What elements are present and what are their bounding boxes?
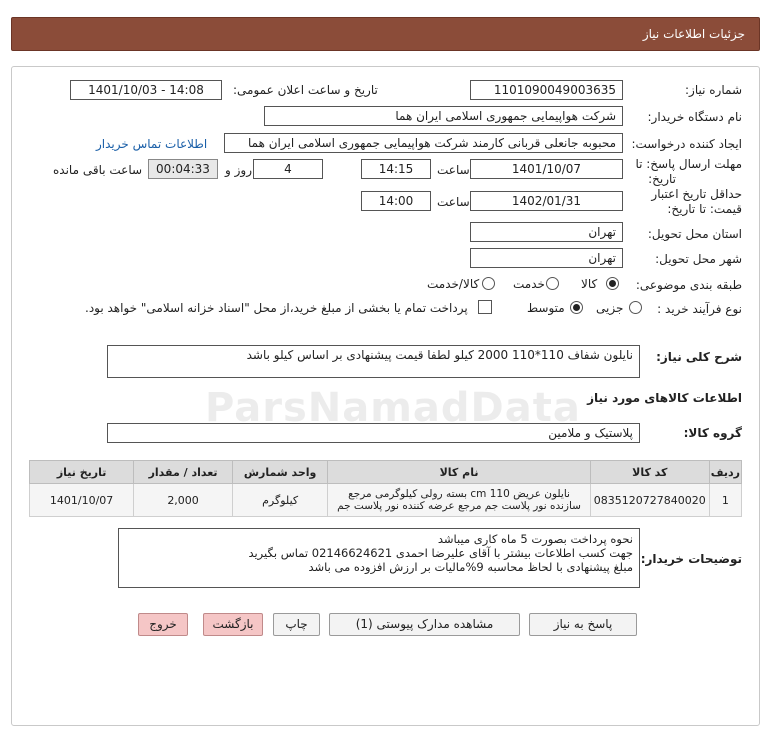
category-option-service: خدمت [513,277,545,291]
process-option-medium: متوسط [527,301,565,315]
goods-group-label: گروه کالا: [683,426,742,440]
goods-group-field: پلاستیک و ملامین [107,423,640,443]
cell-quantity: 2,000 [134,484,233,517]
buyer-org-label: نام دستگاه خریدار: [647,110,742,124]
print-button[interactable]: چاپ [273,613,320,636]
cell-code: 0835120727840020 [590,484,709,517]
process-radio-minor[interactable] [629,301,642,314]
city-field: تهران [470,248,623,268]
col-row: ردیف [709,461,741,484]
city-label: شهر محل تحویل: [655,252,742,266]
requester-field: محبوبه جانعلی قربانی کارمند شرکت هواپیمایی جمهوری اسلامی ایران هما [224,133,623,153]
col-name: نام کالا [328,461,590,484]
announce-field: 1401/10/03 - 14:08 [70,80,222,100]
summary-field [107,345,640,378]
remaining-time-field: 00:04:33 [148,159,218,179]
validity-time-field: 14:00 [361,191,431,211]
table-row [30,484,742,517]
category-radio-service[interactable] [546,277,559,290]
validity-date-field: 1402/01/31 [470,191,623,211]
notes-box [118,528,640,588]
requester-label: ایجاد کننده درخواست: [631,137,742,151]
category-radio-goods-service[interactable] [482,277,495,290]
back-button[interactable]: بازگشت [203,613,263,636]
treasury-checkbox[interactable] [478,300,492,314]
deadline-date-field: 1401/10/07 [470,159,623,179]
treasury-note: پرداخت تمام یا بخشی از مبلغ خرید،از محل "اسناد خزانه اسلامی" خواهد بود. [85,301,468,315]
notes-line-2: جهت کسب اطلاعات بیشتر با آقای علیرضا احمدی 02146624621 تماس بگیرید [248,546,633,560]
cell-row: 1 [709,484,741,517]
page-header [11,17,760,51]
province-field: تهران [470,222,623,242]
exit-button[interactable]: خروج [138,613,188,636]
page-title: جزئیات اطلاعات نیاز [642,27,745,41]
province-label: استان محل تحویل: [647,227,742,241]
category-option-goods: کالا [581,277,598,291]
category-radio-goods[interactable] [606,277,619,290]
summary-label: شرح کلی نیاز: [656,350,742,364]
validity-label: حداقل تاریخ اعتبار [651,187,742,201]
buyer-org-field: شرکت هواپیمایی جمهوری اسلامی ایران هما [264,106,623,126]
validity-label-date: قیمت: تا تاریخ: [667,202,742,216]
col-need-date: تاریخ نیاز [30,461,134,484]
col-quantity: تعداد / مقدار [134,461,233,484]
notes-label: توضیحات خریدار: [640,552,742,566]
category-label: طبقه بندی موضوعی: [635,278,742,292]
need-number-field: 1101090049003635 [470,80,623,100]
category-option-goods-service: کالا/خدمت [427,277,480,291]
table-header-row [30,461,742,484]
col-code: کد کالا [590,461,709,484]
notes-line-1: نحوه پرداخت بصورت 5 ماه کاری میباشد [437,532,633,546]
need-number-label: شماره نیاز: [685,83,742,97]
reply-button[interactable]: پاسخ به نیاز [529,613,637,636]
notes-line-3: مبلغ پیشنهادی با لحاظ محاسبه 9%مالیات بر ارزش افزوده می باشد [308,560,633,574]
cell-unit: کیلوگرم [232,484,327,517]
cell-name: نایلون عریض cm 110 بسته رولی کیلوگرمی مرجع سازنده نور پلاست جم مرجع عرضه کننده نور پلاست جم [328,484,590,517]
days-label: روز و [225,163,252,177]
days-field: 4 [253,159,323,179]
process-radio-medium[interactable] [570,301,583,314]
announce-label: تاریخ و ساعت اعلان عمومی: [233,83,378,97]
deadline-time-label: ساعت [437,163,470,177]
goods-section-heading: اطلاعات کالاهای مورد نیاز [587,391,742,405]
deadline-label-date: تاریخ: [648,172,676,186]
process-option-minor: جزیی [596,301,624,315]
cell-need-date: 1401/10/07 [30,484,134,517]
deadline-time-field: 14:15 [361,159,431,179]
process-label: نوع فرآیند خرید : [657,302,742,316]
summary-text: نایلون شفاف 110*110 2000 کیلو لطفا قیمت پیشنهادی بر اساس کیلو باشد [246,348,633,362]
col-unit: واحد شمارش [232,461,327,484]
deadline-label: مهلت ارسال پاسخ: تا [635,157,742,171]
attachments-button[interactable]: مشاهده مدارک پیوستی (1) [329,613,520,636]
buyer-contact-link[interactable]: اطلاعات تماس خریدار [96,137,208,151]
remaining-time-label: ساعت باقی مانده [53,163,143,177]
validity-time-label: ساعت [437,195,470,209]
items-table [29,460,742,517]
